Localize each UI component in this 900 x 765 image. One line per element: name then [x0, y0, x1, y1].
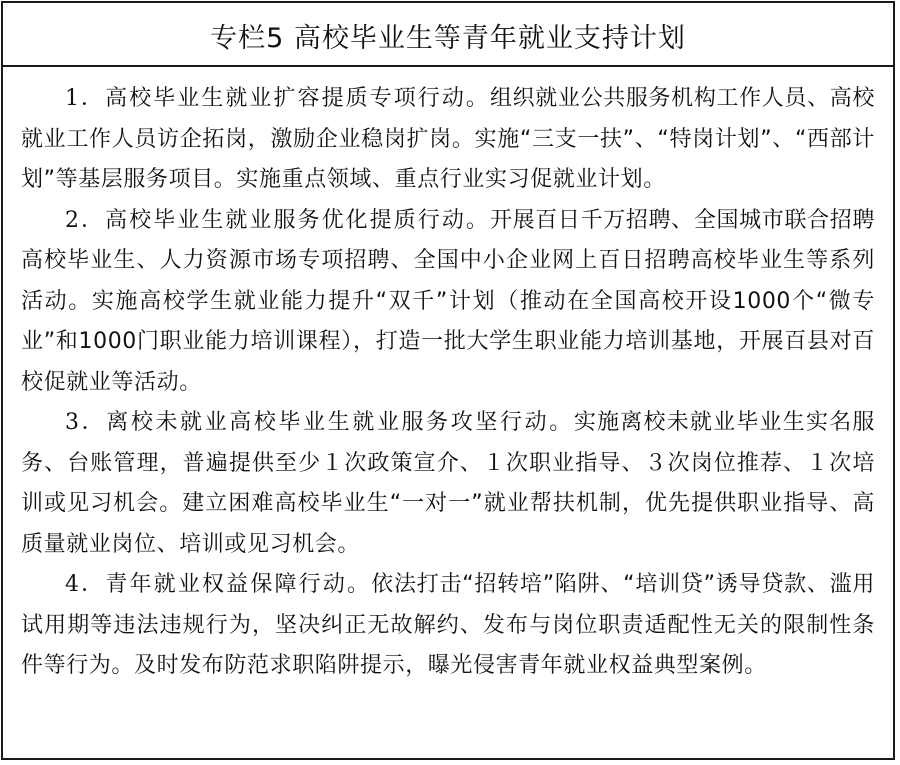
paragraph-2	[21, 201, 875, 404]
paragraph-2-body: 开展百日千万招聘、全国城市联合招聘高校毕业生、人力资源市场专项招聘、全国中小企业网上百日招聘高校毕业生等系列活动。实施高校学生就业能力提升“双千”计划（推动在全国高校开设1000个“微专业”和1000门职业能力培训课程），打造一批大学生职业能力培训基地，开展百县对百校促就业等活动。	[21, 207, 875, 395]
paragraph-3-lead: 3．离校未就业高校毕业生就业服务攻坚行动。	[65, 410, 574, 435]
paragraph-2-lead: 2．高校毕业生就业服务优化提质行动。	[65, 207, 490, 233]
paragraph-1	[21, 79, 875, 201]
column-content	[3, 67, 893, 687]
column-title: 专栏5 高校毕业生等青年就业支持计划	[210, 22, 686, 54]
title-bar	[3, 3, 893, 67]
paragraph-4	[21, 565, 875, 687]
paragraph-3-body: 实施离校未就业毕业生实名服务、台账管理，普遍提供至少１次政策宣介、１次职业指导、３次岗位推荐、１次培训或见习机会。建立困难高校毕业生“一对一”就业帮扶机制，优先提供职业指导、高质量就业岗位、培训或见习机会。	[21, 410, 876, 557]
paragraph-4-lead: 4．青年就业权益保障行动。	[65, 572, 372, 597]
paragraph-1-lead: 1．高校毕业生就业扩容提质专项行动。	[65, 86, 490, 111]
paragraph-3	[21, 403, 875, 565]
column-box	[1, 1, 895, 760]
paragraph-1-body: 组织就业公共服务机构工作人员、高校就业工作人员访企拓岗，激励企业稳岗扩岗。实施“三支一扶”、“特岗计划”、“西部计划”等基层服务项目。实施重点领域、重点行业实习促就业计划。	[21, 86, 875, 192]
paragraph-4-body: 依法打击“招转培”陷阱、“培训贷”诱导贷款、滥用试用期等违法违规行为，坚决纠正无故解约、发布与岗位职责适配性无关的限制性条件等行为。及时发布防范求职陷阱提示，曝光侵害青年就业权益典型案例。	[21, 572, 875, 678]
